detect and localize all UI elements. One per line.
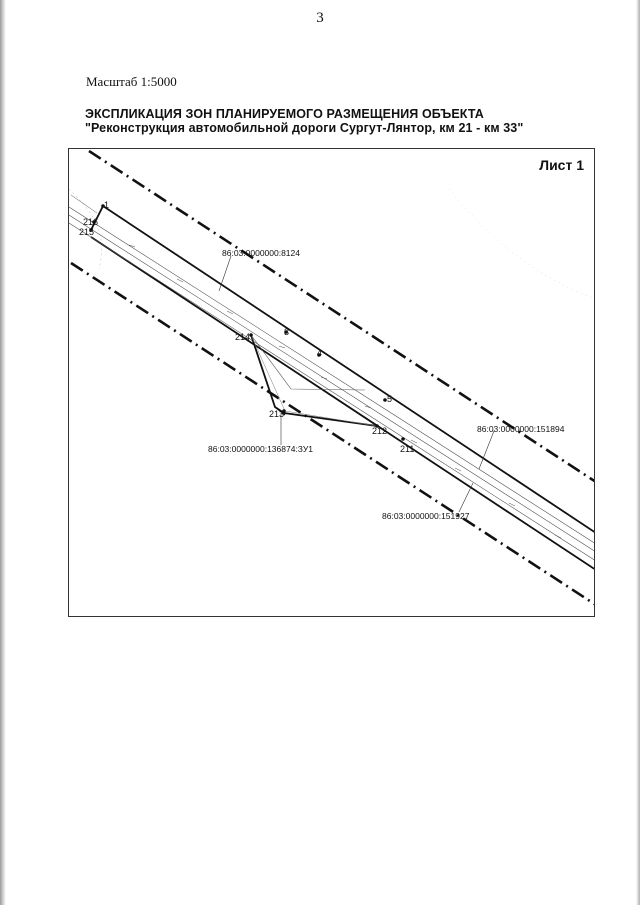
lane-line: [71, 195, 97, 213]
document-subtitle: "Реконструкция автомобильной дороги Сургут-Лянтор, км 21 - км 33": [85, 121, 524, 135]
point-label-5: 5: [387, 394, 393, 404]
sheet-label: Лист 1: [539, 157, 584, 173]
map-frame: [68, 148, 595, 617]
scan-edge-right: [636, 0, 640, 905]
point-label-211: 211: [400, 444, 415, 454]
parcel-label-151894: 86:03:0000000:151894: [477, 424, 565, 434]
survey-point-markers: [89, 204, 405, 441]
point-label-213: 213: [269, 409, 285, 419]
lane-line: [69, 207, 595, 544]
leader-line-151927: [459, 483, 473, 512]
parcel-label-8124: 86:03:0000000:8124: [222, 248, 300, 258]
parcel-label-151927: 86:03:0000000:151927: [382, 511, 470, 521]
zone-boundary-lower: [71, 263, 595, 605]
leader-line-8124: [219, 256, 231, 291]
parcel-label-136874: 86:03:0000000:136874:ЗУ1: [208, 444, 313, 454]
point-label-4: 4: [317, 348, 323, 358]
cadastral-map: [69, 149, 595, 617]
background-contour: [449, 189, 595, 299]
point-label-214: 214: [235, 332, 251, 342]
page-number: 3: [316, 10, 324, 26]
point-label-216: 216: [83, 217, 99, 227]
scale-label: Масштаб 1:5000: [86, 74, 177, 89]
point-label-1: 1: [104, 200, 110, 210]
document-title: ЭКСПЛИКАЦИЯ ЗОН ПЛАНИРУЕМОГО РАЗМЕЩЕНИЯ ОБЪЕКТА: [85, 107, 484, 121]
parcel-inner-line: [251, 335, 365, 390]
lane-line: [69, 215, 595, 552]
road-boundary-top: [103, 206, 595, 533]
road-boundary-bottom: [91, 237, 595, 570]
point-label-212: 212: [372, 426, 388, 436]
point-label-3: 3: [284, 327, 290, 337]
scan-edge-left: [0, 0, 6, 905]
point-label-215: 215: [79, 227, 95, 237]
lane-line: [69, 223, 595, 561]
